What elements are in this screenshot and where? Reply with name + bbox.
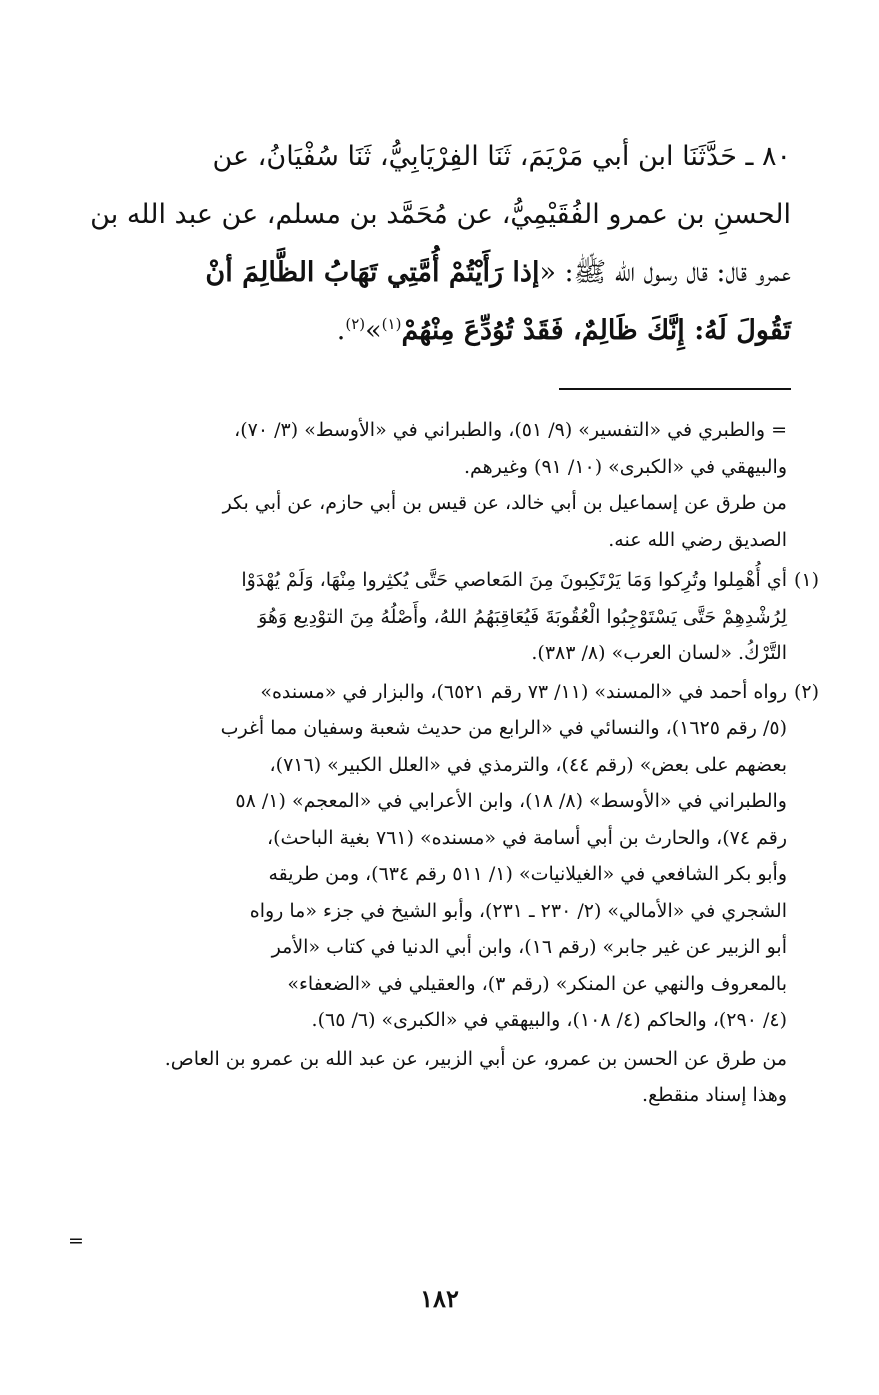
footnote-2-line: أبو الزبير عن غير جابر» (رقم ١٦)، وابن أبي الدنيا في كتاب «الأمر — [271, 936, 787, 958]
hadith-quote-start: إذا رَأَيْتُمْ أُمَّتِي تَهَابُ الظَّالِمَ أنْ — [205, 257, 540, 288]
footnote-continuation-line: = والطبري في «التفسير» (٩/ ٥١)، والطبراني في «الأوسط» (٣/ ٧٠)، — [234, 419, 787, 441]
footnote-2-line: والطبراني في «الأوسط» (٨/ ١٨)، وابن الأعرابي في «المعجم» (١/ ٥٨ — [235, 790, 787, 812]
footnote-1 — [48, 562, 819, 672]
footnote-2-conclusion — [48, 1041, 815, 1114]
footnote-2-line: (٤/ ٢٩٠)، والحاكم (٤/ ١٠٨)، والبيهقي في «الكبرى» (٦/ ٦٥). — [311, 1009, 787, 1031]
hadith-quote-end: تَقُولَ لَهُ: إِنَّكَ ظَالِمٌ، فَقَدْ تُوُدِّعَ مِنْهُمْ — [401, 315, 791, 346]
footnote-2-line: بعضهم على بعض» (رقم ٤٤)، والترمذي في «العلل الكبير» (٧١٦)، — [269, 753, 787, 776]
footnote-1-line: التَّرْكُ. «لسان العرب» (٨/ ٣٨٣). — [531, 642, 787, 664]
footnote-2-line: بالمعروف والنهي عن المنكر» (رقم ٣)، والعقيلي في «الضعفاء» — [287, 972, 787, 995]
footnote-2-line: (٥/ رقم ١٦٢٥)، والنسائي في «الرابع من حديث شعبة وسفيان مما أغرب — [220, 717, 787, 739]
hadith-line-3 — [48, 244, 791, 302]
footnote-2-conclusion-line: وهذا إسناد منقطع. — [642, 1084, 787, 1106]
continuation-mark: = — [68, 1230, 84, 1252]
hadith-line-3-plain: عمرو قال: قال رسول الله ﷺ: « — [539, 257, 791, 288]
closing-quote: » — [365, 315, 382, 346]
hadith-line-4 — [48, 302, 791, 360]
footnote-2-line: رواه أحمد في «المسند» (١١/ ٧٣ رقم ٦٥٢١)، والبزار في «مسنده» — [260, 680, 787, 703]
sentence-end: . — [336, 315, 346, 346]
footnote-continuation — [48, 412, 815, 558]
footnote-1-number: (١) — [793, 569, 819, 591]
footnote-2 — [48, 674, 819, 1039]
footnote-2-number: (٢) — [793, 680, 819, 703]
footnote-2-conclusion-line: من طرق عن الحسن بن عمرو، عن أبي الزبير، عن عبد الله بن عمرو بن العاص. — [164, 1047, 787, 1070]
page-number: ١٨٢ — [420, 1284, 459, 1313]
hadith-text — [48, 128, 791, 360]
footnote-ref-1[interactable]: (١) — [381, 315, 402, 333]
hadith-line-2: الحسنِ بن عمرو الفُقَيْمِيُّ، عن مُحَمَّد بن مسلم، عن عبد الله بن — [90, 199, 791, 230]
footnote-1-line: لِرُشْدِهِمْ حَتَّى يَسْتَوْجِبُوا الْعُقُوبَةَ فَيُعَاقِبَهُمُ اللهُ، وأَصْلُهُ مِنَ التوْدِيع وَهُوَ — [258, 605, 787, 628]
footnote-2-line: رقم ٧٤)، والحارث بن أبي أسامة في «مسنده» (٧٦١ بغية الباحث)، — [266, 826, 787, 849]
footnote-continuation-line: والبيهقي في «الكبرى» (١٠/ ٩١) وغيرهم. — [463, 455, 787, 478]
footnote-ref-2[interactable]: (٢) — [345, 315, 366, 333]
footnote-divider — [559, 388, 791, 390]
hadith-line-1: ٨٠ ـ حَدَّثَنَا ابن أبي مَرْيَمَ، ثَنَا الفِرْيَابِيُّ، ثَنَا سُفْيَانُ، عن — [212, 141, 791, 172]
footnote-1-line: أي أُهْمِلوا وتُرِكوا وَمَا يَرْتَكِبونَ مِنَ المَعاصي حَتَّى يُكثِروا مِنْهَا، وَلَمْ يُهْدَوْا — [241, 569, 787, 591]
footnote-continuation-line: من طرق عن إسماعيل بن أبي خالد، عن قيس بن أبي حازم، عن أبي بكر — [222, 492, 787, 514]
footnotes-section — [48, 412, 819, 1114]
footnote-2-line: وأبو بكر الشافعي في «الغيلانيات» (١/ ٥١١ رقم ٦٣٤)، ومن طريقه — [268, 863, 787, 885]
footnote-continuation-line: الصديق رضي الله عنه. — [608, 528, 787, 551]
footnote-2-line: الشجري في «الأمالي» (٢/ ٢٣٠ ـ ٢٣١)، وأبو الشيخ في جزء «ما رواه — [249, 899, 787, 922]
